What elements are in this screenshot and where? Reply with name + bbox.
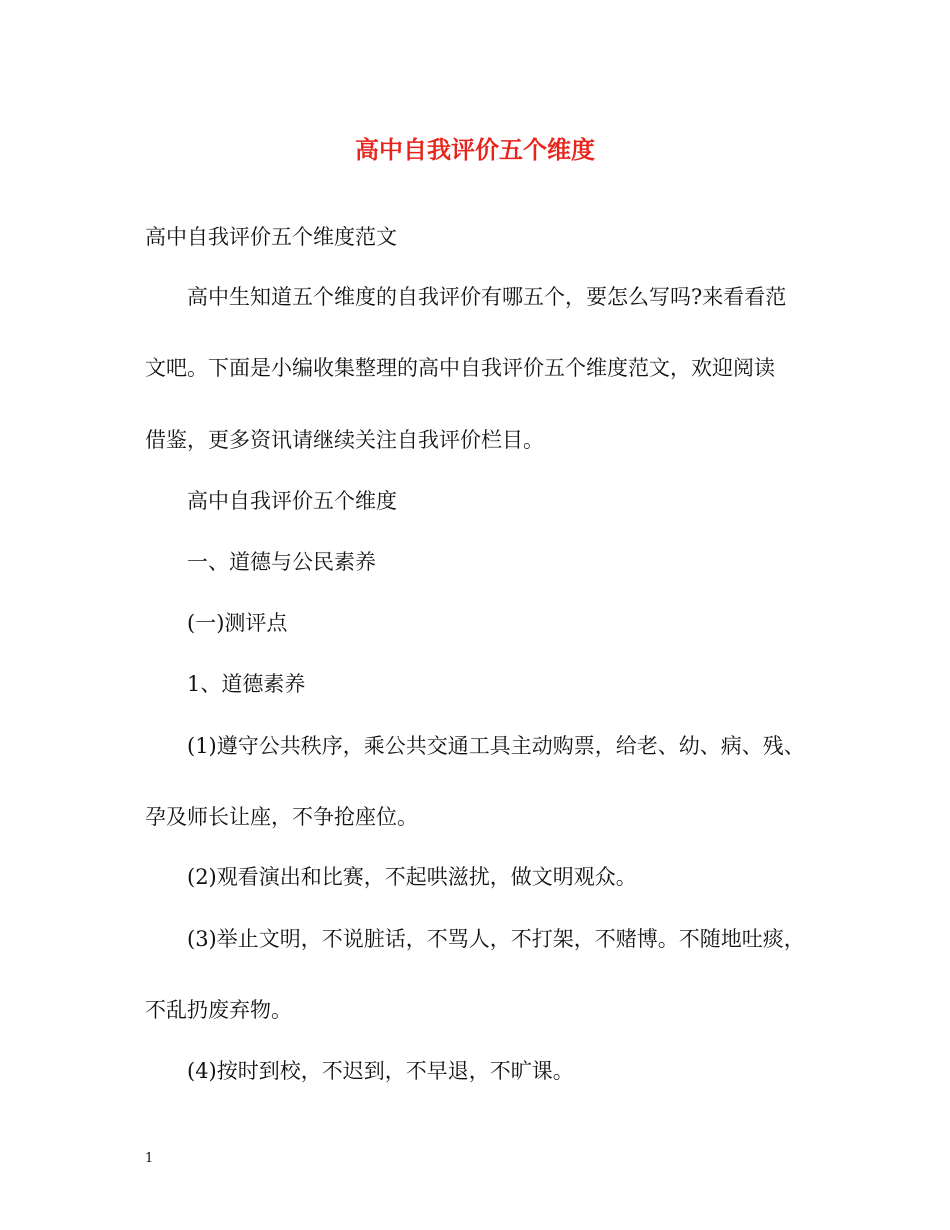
document-title: 高中自我评价五个维度: [355, 135, 595, 164]
section-heading: 一、道德与公民素养: [187, 550, 376, 574]
subtitle-line: 高中自我评价五个维度范文: [145, 225, 397, 249]
list-item-line: (2)观看演出和比赛，不起哄滋扰，做文明观众。: [187, 865, 637, 889]
subsection-heading: 1、道德素养: [187, 672, 306, 696]
subsection-heading: (一)测评点: [187, 611, 288, 635]
paragraph-line: 高中生知道五个维度的自我评价有哪五个，要怎么写吗?来看看范: [187, 285, 787, 309]
paragraph-line: 借鉴，更多资讯请继续关注自我评价栏目。: [145, 428, 544, 452]
list-item-line: (1)遵守公共秩序，乘公共交通工具主动购票，给老、幼、病、残、: [187, 734, 805, 758]
list-item-line: 孕及师长让座，不争抢座位。: [145, 805, 418, 829]
list-item-line: (4)按时到校，不迟到，不早退，不旷课。: [187, 1059, 574, 1083]
section-heading: 高中自我评价五个维度: [187, 489, 397, 513]
list-item-line: (3)举止文明，不说脏话，不骂人，不打架，不赌博。不随地吐痰，: [187, 927, 805, 951]
page-number: 1: [145, 1151, 154, 1166]
list-item-line: 不乱扔废弃物。: [145, 998, 292, 1022]
paragraph-line: 文吧。下面是小编收集整理的高中自我评价五个维度范文，欢迎阅读: [145, 356, 775, 380]
